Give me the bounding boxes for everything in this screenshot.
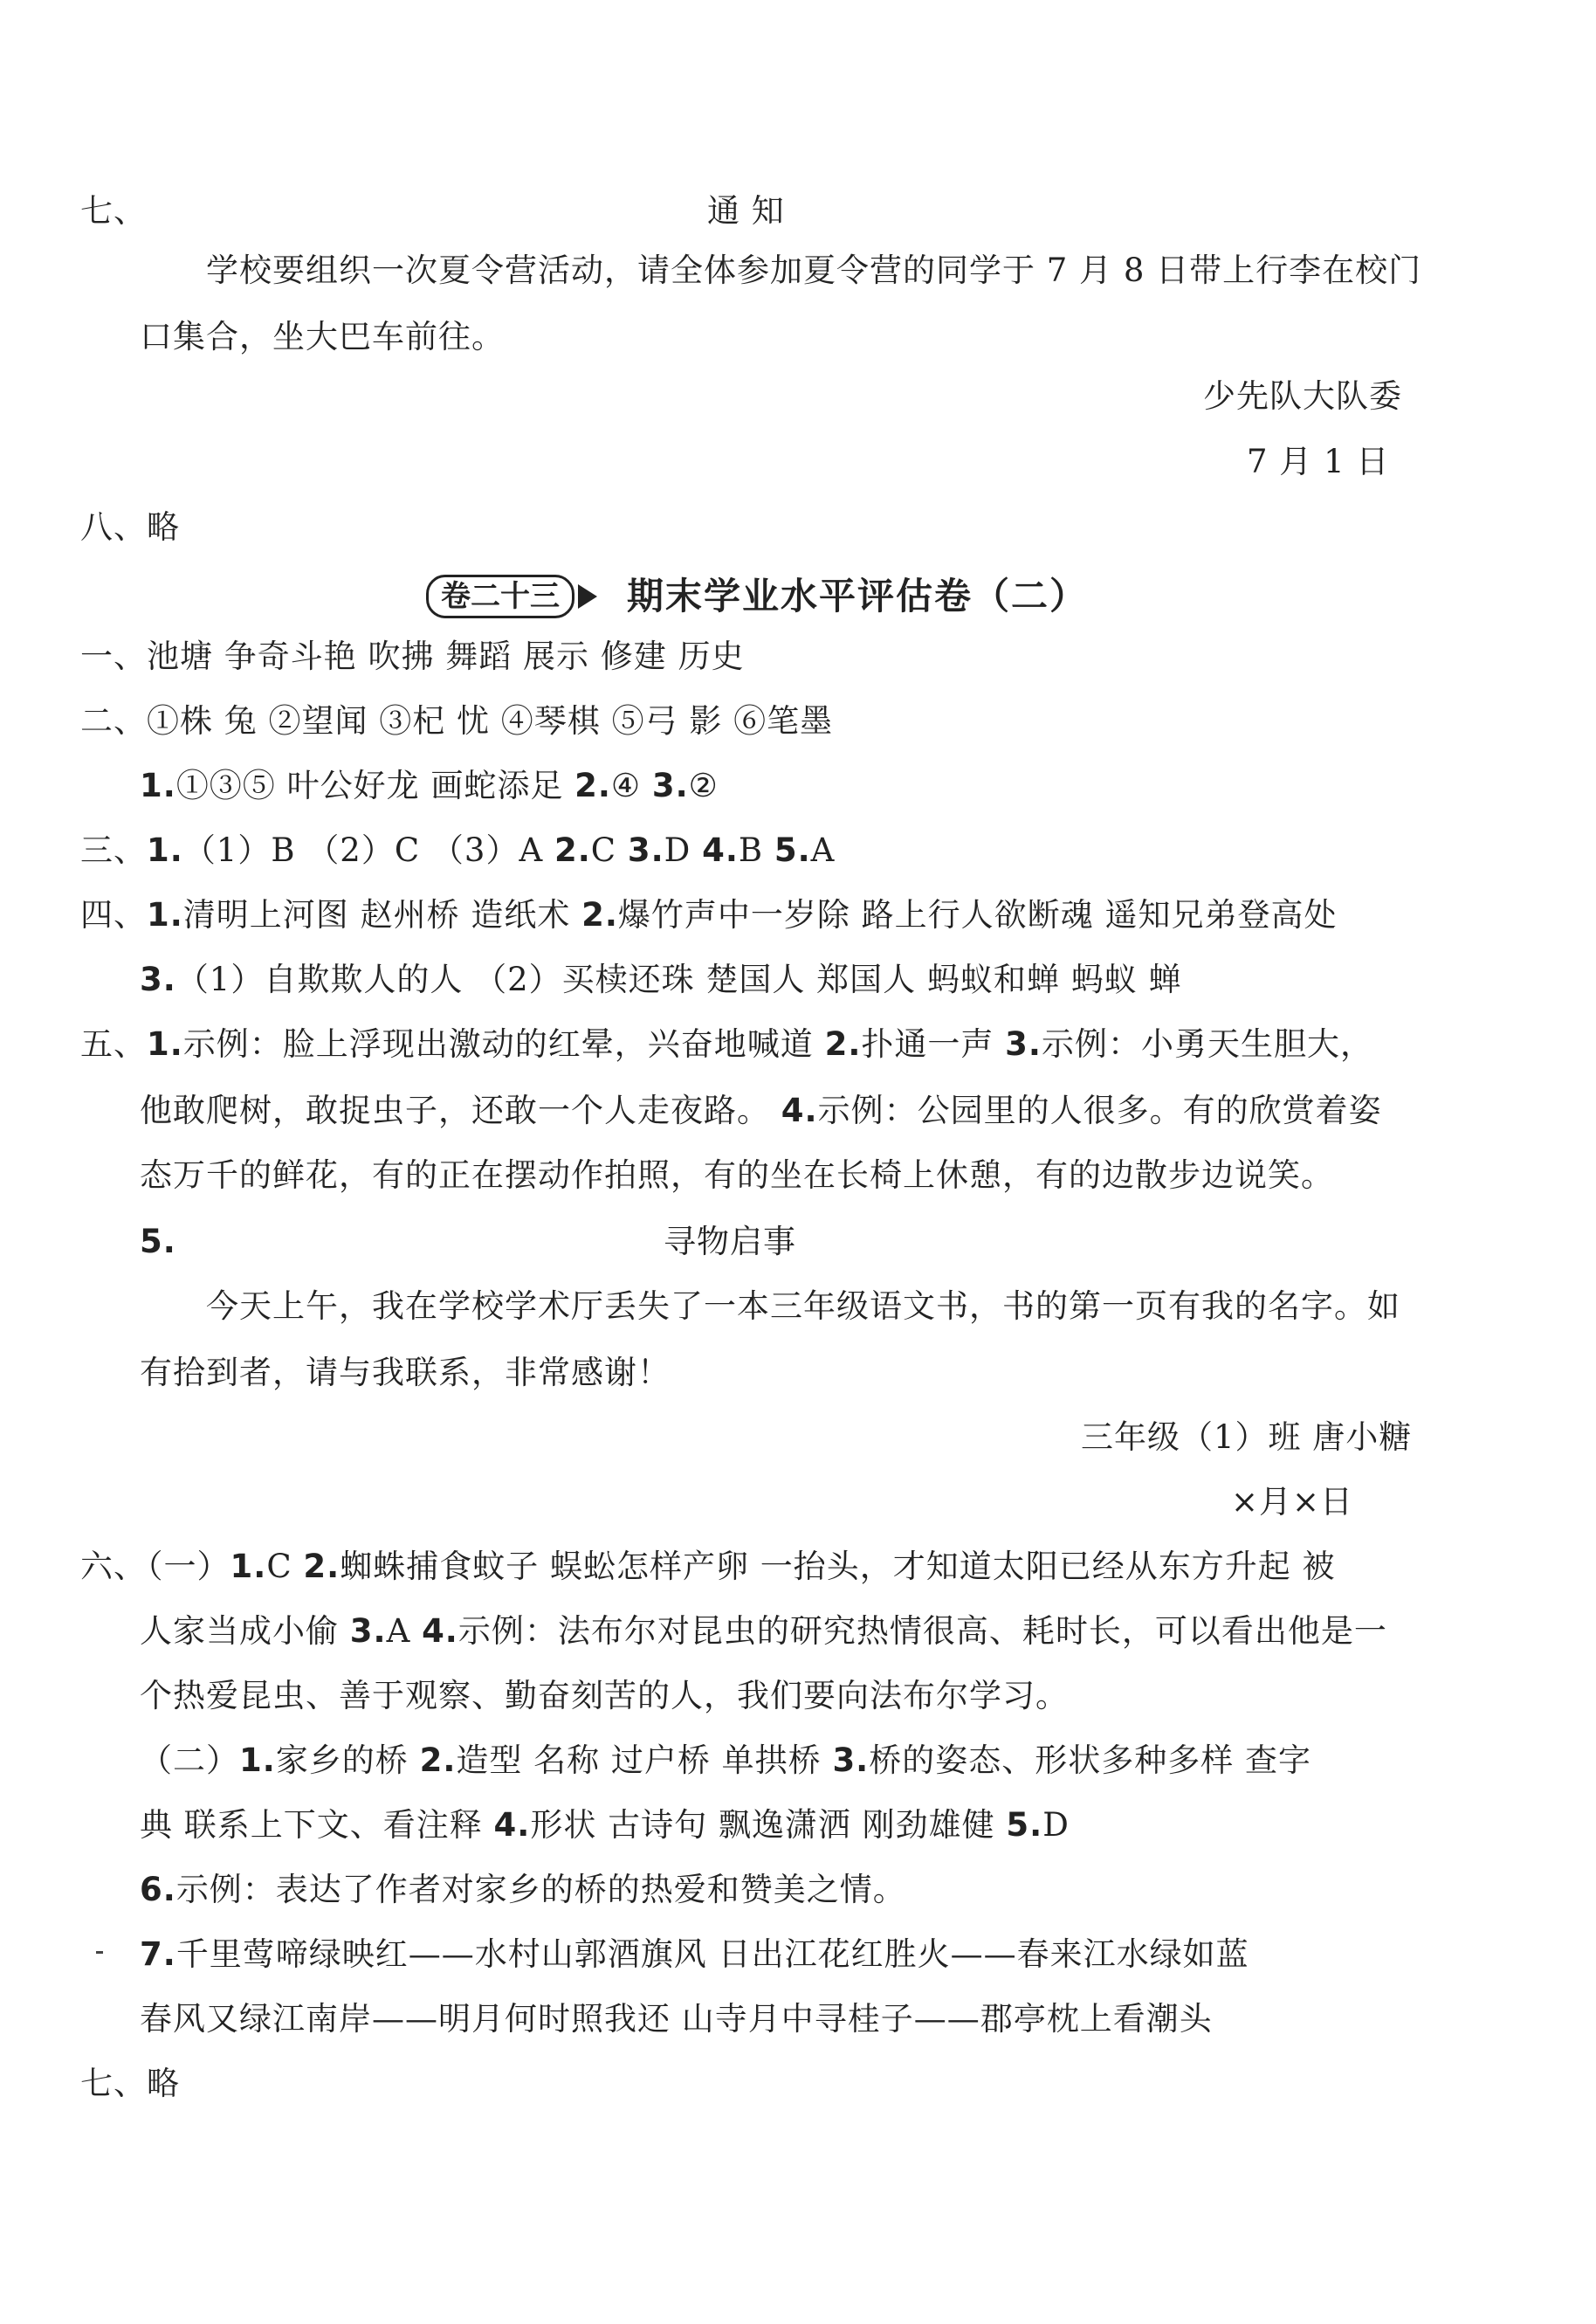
section-6-part-2-line (140, 1740, 1311, 1782)
answer-text: 家乡的桥 (275, 1741, 420, 1779)
answer-text: 形状 古诗句 飘逸潇洒 刚劲雄健 (530, 1806, 1007, 1844)
notice-signer: 少先队大队委 (1203, 377, 1402, 415)
answer-text: 示例：法布尔对昆虫的研究热情很高、耗时长，可以看出他是一 (457, 1612, 1387, 1650)
answer-text: 蜘蛛捕食蚊子 蜈蚣怎样产卵 一抬头，才知道太阳已经从东方升起 被 (340, 1548, 1336, 1585)
section-6-q7-line-2: 春风又绿江南岸——明月何时照我还 山寺月中寻桂子——郡亭枕上看潮头 (140, 2000, 1213, 2038)
section-6-line-2 (140, 1610, 1387, 1652)
section-4-subline (140, 959, 1181, 1001)
q-number: 3. (140, 961, 176, 998)
answer-text: 示例：表达了作者对家乡的桥的热爱和赞美之情。 (175, 1871, 906, 1908)
answer-text: C (590, 831, 628, 869)
volume-title-bar (426, 572, 1088, 621)
answer-text: 清明上河图 赵州桥 造纸术 (182, 896, 582, 934)
lost-notice-line-2: 有拾到者，请与我联系，非常感谢！ (140, 1354, 671, 1391)
answer-text: （1）B （2）C （3）A (182, 831, 554, 869)
answer-text: B (738, 831, 774, 869)
answer-text: 人家当成小偷 (140, 1612, 350, 1650)
lost-notice-signer: 三年级（1）班 唐小糖 (1081, 1418, 1413, 1456)
q-number: 2. (824, 1025, 862, 1063)
q-number: 1. (239, 1741, 276, 1779)
q-number: 4. (422, 1612, 458, 1650)
section-8-line: 八、略 (80, 508, 180, 546)
answer-text: D (1042, 1806, 1070, 1844)
section-7b-line: 七、略 (80, 2065, 180, 2102)
q-number: 3. (832, 1741, 870, 1779)
q-number: 3. (349, 1612, 387, 1650)
lost-notice-line-1: 今天上午，我在学校学术厅丢失了一本三年级语文书，书的第一页有我的名字。如 (206, 1287, 1400, 1325)
stray-mark (96, 1951, 103, 1954)
answer-text: ② (688, 767, 719, 804)
q-number: 1. (147, 831, 183, 869)
q-number: 1. (230, 1548, 267, 1585)
answer-text: 示例：小勇天生胆大， (1041, 1025, 1373, 1063)
q-number: 2. (554, 831, 591, 869)
q-number: 3. (651, 767, 689, 804)
section-6-line-3: 个热爱昆虫、善于观察、勤奋刻苦的人，我们要向法布尔学习。 (140, 1677, 1069, 1714)
answer-text: ①③⑤ 叶公好龙 画蛇添足 (175, 767, 575, 804)
answer-text: 桥的姿态、形状多种多样 查字 (869, 1741, 1312, 1779)
section-5-line (80, 1024, 1373, 1065)
q-number: 5. (140, 1223, 176, 1260)
notice-body-line-2: 口集合，坐大巴车前往。 (140, 318, 505, 355)
answer-text: 扑通一声 (861, 1025, 1006, 1063)
q-number: 2. (581, 896, 618, 934)
q-number: 4. (781, 1092, 818, 1129)
q-number: 3. (1005, 1025, 1042, 1063)
q-number: 2. (419, 1741, 457, 1779)
answer-text: （1）自欺欺人的人 （2）买椟还珠 楚国人 郑国人 蚂蚁和蝉 蚂蚁 蝉 (175, 961, 1182, 998)
q-number: 7. (140, 1935, 176, 1973)
notice-title: 通 知 (707, 192, 785, 230)
q-number: 1. (140, 767, 176, 804)
section-label: 六、（一） (80, 1548, 230, 1585)
answer-text: 爆竹声中一岁除 路上行人欲断魂 遥知兄弟登高处 (617, 896, 1338, 934)
section-label: 五、 (80, 1025, 147, 1063)
q-number: 3. (627, 831, 664, 869)
answer-text: C (266, 1548, 304, 1585)
section-5-line-2 (140, 1090, 1382, 1132)
lost-notice-date: ×月×日 (1231, 1483, 1354, 1521)
q-number: 2. (303, 1548, 341, 1585)
section-1-line: 一、池塘 争奇斗艳 吹拂 舞蹈 展示 修建 历史 (80, 638, 745, 675)
answer-text: 示例：脸上浮现出激动的红晕，兴奋地喊道 (182, 1025, 825, 1063)
answer-text: 他敢爬树，敢捉虫子，还敢一个人走夜路。 (140, 1092, 781, 1129)
q-number: 4. (493, 1806, 531, 1844)
answer-text: D (664, 831, 703, 869)
q-number: 1. (147, 1025, 183, 1063)
q-number: 5. (774, 831, 811, 869)
volume-title: 期末学业水平评估卷（二） (627, 575, 1089, 617)
section-6-line (80, 1546, 1336, 1588)
section-7-heading: 七、 (80, 192, 147, 230)
answer-text: 千里莺啼绿映红——水村山郭酒旗风 日出江花红胜火——春来江水绿如蓝 (175, 1935, 1249, 1973)
answer-text: 造型 名称 过户桥 单拱桥 (456, 1741, 833, 1779)
arrow-right-icon (578, 584, 597, 609)
q-number: 1. (147, 896, 183, 934)
lost-notice-title: 寻物启事 (664, 1223, 796, 1260)
section-label: 四、 (80, 896, 147, 934)
section-6-q7-line (140, 1934, 1249, 1976)
section-label: 三、 (80, 831, 147, 869)
answer-text: A (386, 1612, 423, 1650)
section-5-line-3: 态万千的鲜花，有的正在摆动作拍照，有的坐在长椅上休憩，有的边散步边说笑。 (140, 1156, 1334, 1194)
section-2-line: 二、①株 兔 ②望闻 ③杞 忧 ④琴棋 ⑤弓 影 ⑥笔墨 (80, 702, 834, 740)
answer-text: 示例：公园里的人很多。有的欣赏着姿 (817, 1092, 1382, 1129)
section-5-q5-number (140, 1221, 176, 1263)
volume-badge: 卷二十三 (426, 575, 574, 618)
q-number: 6. (140, 1871, 176, 1908)
section-6-part-2-line-2 (140, 1804, 1070, 1846)
section-3-line (80, 830, 835, 872)
notice-body-line-1: 学校要组织一次夏令营活动，请全体参加夏令营的同学于 7 月 8 日带上行李在校门 (206, 252, 1422, 289)
q-number: 5. (1006, 1806, 1043, 1844)
answer-text: A (810, 831, 836, 869)
notice-date: 7 月 1 日 (1247, 443, 1390, 480)
answer-text: 典 联系上下文、看注释 (140, 1806, 494, 1844)
answer-text: ④ (610, 767, 652, 804)
section-6-q6-line (140, 1869, 906, 1911)
q-number: 2. (574, 767, 611, 804)
section-4-line (80, 894, 1337, 936)
q-number: 4. (702, 831, 739, 869)
section-label: （二） (140, 1741, 239, 1779)
section-2-subline (140, 765, 719, 807)
